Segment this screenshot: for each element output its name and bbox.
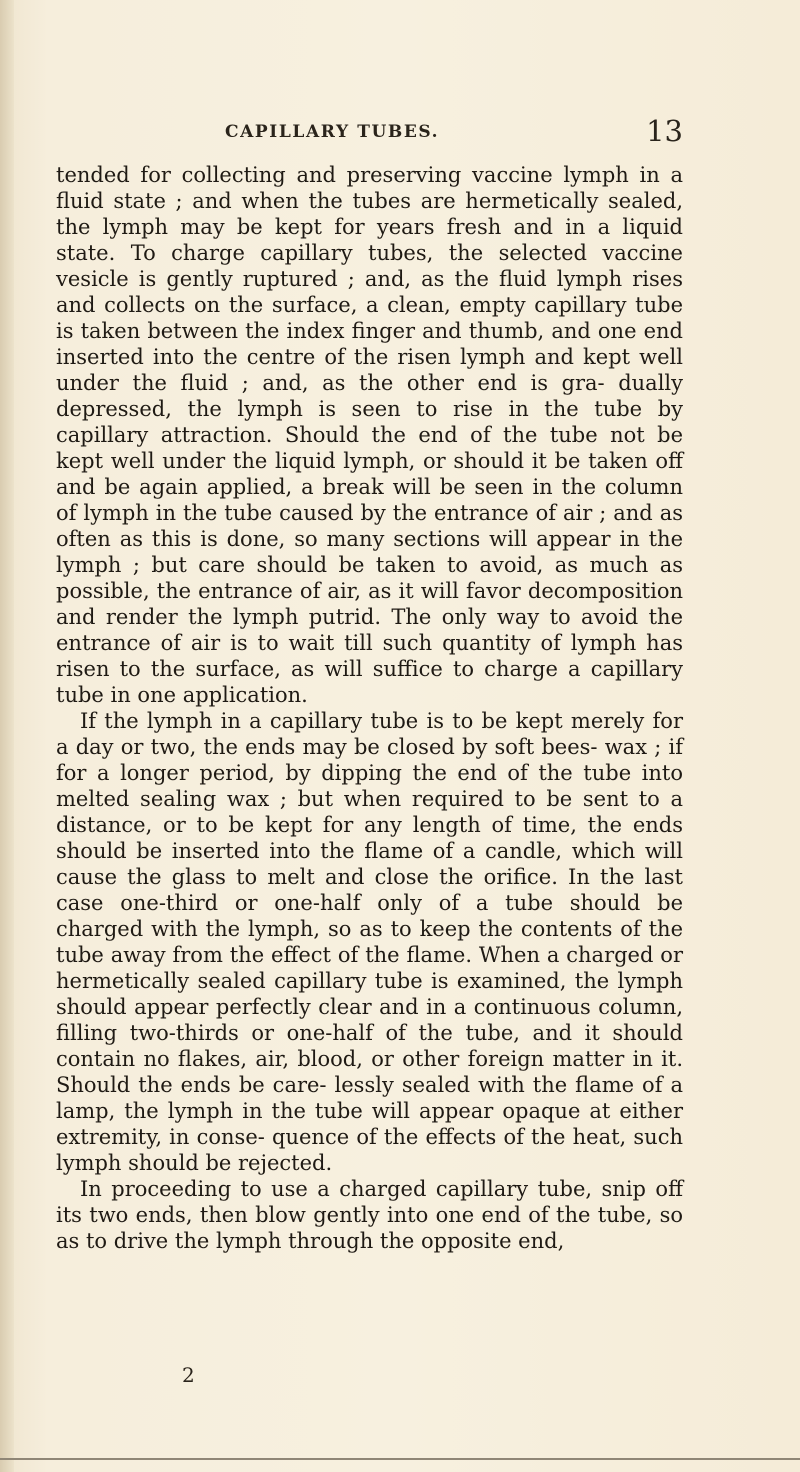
bottom-rule [0, 1458, 800, 1460]
paragraph-3: In proceeding to use a charged capillary tube, snip off its two ends, then blow gently into one end of the tube, so as to drive the lymph through the opposite end, [56, 1177, 683, 1253]
page-gutter-edge [0, 0, 14, 1472]
signature-mark: 2 [182, 1363, 195, 1387]
running-head: CAPILLARY TUBES. [225, 122, 440, 142]
page-header [50, 114, 690, 154]
paragraph-2: If the lymph in a capillary tube is to be kept merely for a day or two, the ends may be closed by soft bees- wax ; if for a longer period, by dipping the end of the tube into melted sealing wax ; but when required to be sent to a distance, or to be kept for any length of time, the ends should be inserted into the flame of a candle, which will cause the glass to melt and close the orifice. In the last case one-third or one-half only of a tube should be charged with the lymph, so as to keep the contents of the tube away from the effect of the flame. When a charged or hermetically sealed capillary tube is examined, the lymph should appear perfectly clear and in a continuous column, filling two-thirds or one-half of the tube, and it should contain no flakes, air, blood, or other foreign matter in it. Should the ends be care- lessly sealed with the flame of a lamp, the lymph in the tube will appear opaque at either extremity, in conse- quence of the effects of the heat, such lymph should be rejected. [56, 709, 683, 1175]
body-text [56, 162, 683, 1254]
paragraph-1: tended for collecting and preserving vaccine lymph in a fluid state ; and when the tubes are hermetically sealed, the lymph may be kept for years fresh and in a liquid state. To charge capillary tubes, the selected vaccine vesicle is gently ruptured ; and, as the fluid lymph rises and collects on the surface, a clean, empty capillary tube is taken between the index finger and thumb, and one end inserted into the centre of the risen lymph and kept well under the fluid ; and, as the other end is gra- dually depressed, the lymph is seen to rise in the tube by capillary attraction. Should the end of the tube not be kept well under the liquid lymph, or should it be taken off and be again applied, a break will be seen in the column of lymph in the tube caused by the entrance of air ; and as often as this is done, so many sections will appear in the lymph ; but care should be taken to avoid, as much as possible, the entrance of air, as it will favor decomposition and render the lymph putrid. The only way to avoid the entrance of air is to wait till such quantity of lymph has risen to the surface, as will suffice to charge a capillary tube in one application. [56, 163, 683, 707]
page-number: 13 [646, 114, 683, 148]
